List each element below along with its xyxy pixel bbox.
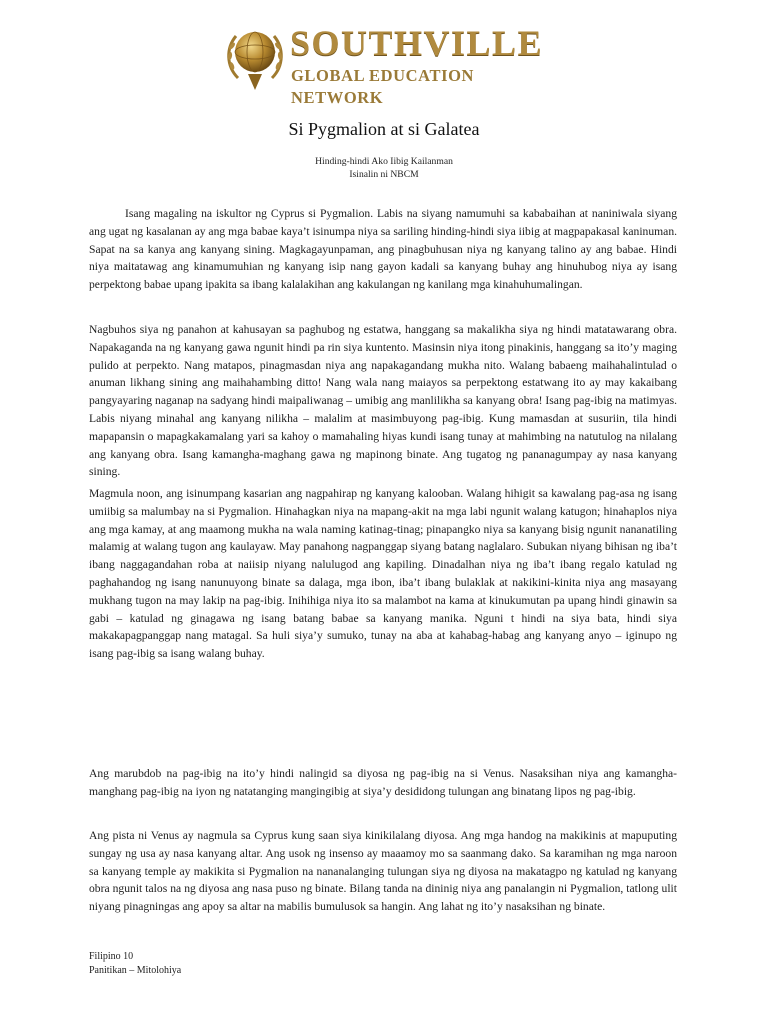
brand-subtitle: GLOBAL EDUCATION NETWORK bbox=[291, 66, 475, 107]
paragraph: Ang pista ni Venus ay nagmula sa Cyprus kung saan siya kinikilalang diyosa. Ang mga handog na makikinis at mapuputing sungay ng usa ay nasa kanyang altar. Ang usok ng insenso ay maaamoy mo sa saanmang dako. Sa karamihan ng mga naroon sa kanyang temple ay makikita si Pygmalion na nananalanging tulungan siya ng diyosa na makatagpo ng katulad ng kanyang obra ngunit talos na ng diyosa ang nasa puso ng binate. Bilang tanda na dininig niya ang panalangin ni Pygmalion, tatlong ulit niyang pinagningas ang apoy sa altar na mabilis bumulusok sa hangin. Ang lahat ng ito’y nasaksihan ng binate. bbox=[89, 829, 677, 914]
paragraph: Isang magaling na iskultor ng Cyprus si Pygmalion. Labis na siyang namumuhi sa kababaihan at naniniwala siyang ang ugat ng kasalanan ay ang mga babae kaya’t isinumpa niya sa sariling hinding-hindi siya iibig at magpapakasal kaninuman. Sapat na sa kanya ang kanyang sining. Magkagayunpaman, ang pinagbuhusan niya ng kanyang talino ay ang babae. Hindi niya maitatawag ang kinamumuhian ng kanyang isip nang gayon kadali sa kanyang buhay ang hinuhubog niya ay isang perpektong babae upang ipakita sa ibang kalalakihan ang kakulangan ng kanilang mga kinahuhumalingan. bbox=[89, 207, 678, 292]
footer-topic: Panitikan – Mitolohiya bbox=[89, 965, 182, 976]
page-footer bbox=[89, 950, 181, 978]
header bbox=[222, 18, 562, 107]
paragraph: Ang marubdob na pag-ibig na ito’y hindi nalingid sa diyosa ng pag-ibig na si Venus. Nasaksihan niya ang kamangha-manghang pag-ibig na iyon ng natatanging mangingibig at siya’y desididong tulungan ang binatang lipos ng pag-ibig. bbox=[89, 767, 677, 798]
brand-name: SOUTHVILLE bbox=[290, 23, 544, 63]
paragraph: Magmula noon, ang isinumpang kasarian ang nagpahirap ng kanyang kalooban. Walang hihigit sa kawalang pag-asa ng isang umiibig sa malumbay na si Pygmalion. Hinahagkan niya na mapang-akit na mga labi ngunit walang katugon; hinahaplos niya ang mga kamay, at ang maamong mukha na wala naming katinag-tinag; pinapangko niya sa kanyang bisig ngunit nananatiling malamig at walang tugon ang kaulayaw. May panahong nagpanggap siyang batang naglalaro. Subukan niyang bihisan ng iba’t ibang naggagandahan roba at naiisip niyang nalulugod ang kapiling. Dinadalhan niya ng iba’t ibang regalo katulad ng paghahandog ng isang nanunuyong binate sa dalaga, mga ibon, iba’t ibang bulaklak at nakikini-kinita niya ang masayang mukhang tugon na may lakip na pag-ibig. Inihihiga niya ito sa malambot na kama at kinukumutan pa upang hindi ginawin sa gabi – katulad ng ginagawa ng isang batang babae sa kanyang manika. Nguni t hindi na siya bata, hindi siya makakapagpanggap nang matagal. Sa huli siya’y sumuko, tunay na aba at kahabag-habag ang kanyang anyo – iginupo ng isang pag-ibig sa isang walang buhay. bbox=[89, 487, 677, 661]
footer-subject: Filipino 10 bbox=[89, 951, 134, 962]
document-title: Si Pygmalion at si Galatea bbox=[288, 119, 480, 139]
paragraph: Nagbuhos siya ng panahon at kahusayan sa paghubog ng estatwa, hanggang sa makalikha siya ng hindi matatawarang obra. Napakaganda na ng kanyang gawa ngunit hindi pa rin siya kuntento. Masinsin niya itong pinakinis, hanggang sa ito’y maging pulido at perpekto. Nang matapos, pinagmasdan niya ang napakagandang mukha nito. Walang babaeng maihahalintulad o anuman likhang sining ang maihahambing ditto! Nang wala nang maiayos sa perpektong estatwang ito ay may kakaibang pangyayaring naganap na sadyang hindi maipaliwanag – umibig ang manlilikha sa kanyang obra! Isang pag-ibig na matimyas. Labis niyang minahal ang kanyang nilikha – malalim at masimbuyong pag-ibig. Kung mamasdan at susuriin, tila hindi mapapansin o mapagkakamalang yari sa kahoy o mamahaling hiyas kundi isang tunay at mahimbing na natutulog na nilalang ang kanyang obra. Isang kamangha-maghang gawa ng mapinong binate. Ang tugatog ng pananagumpay ay nasa kanyang sining. bbox=[89, 323, 677, 479]
laurel-globe-icon bbox=[222, 18, 288, 92]
document-subtitle: Hinding-hindi Ako Iibig Kailanman bbox=[315, 156, 453, 167]
translator-credit: Isinalin ni NBCM bbox=[349, 169, 419, 180]
